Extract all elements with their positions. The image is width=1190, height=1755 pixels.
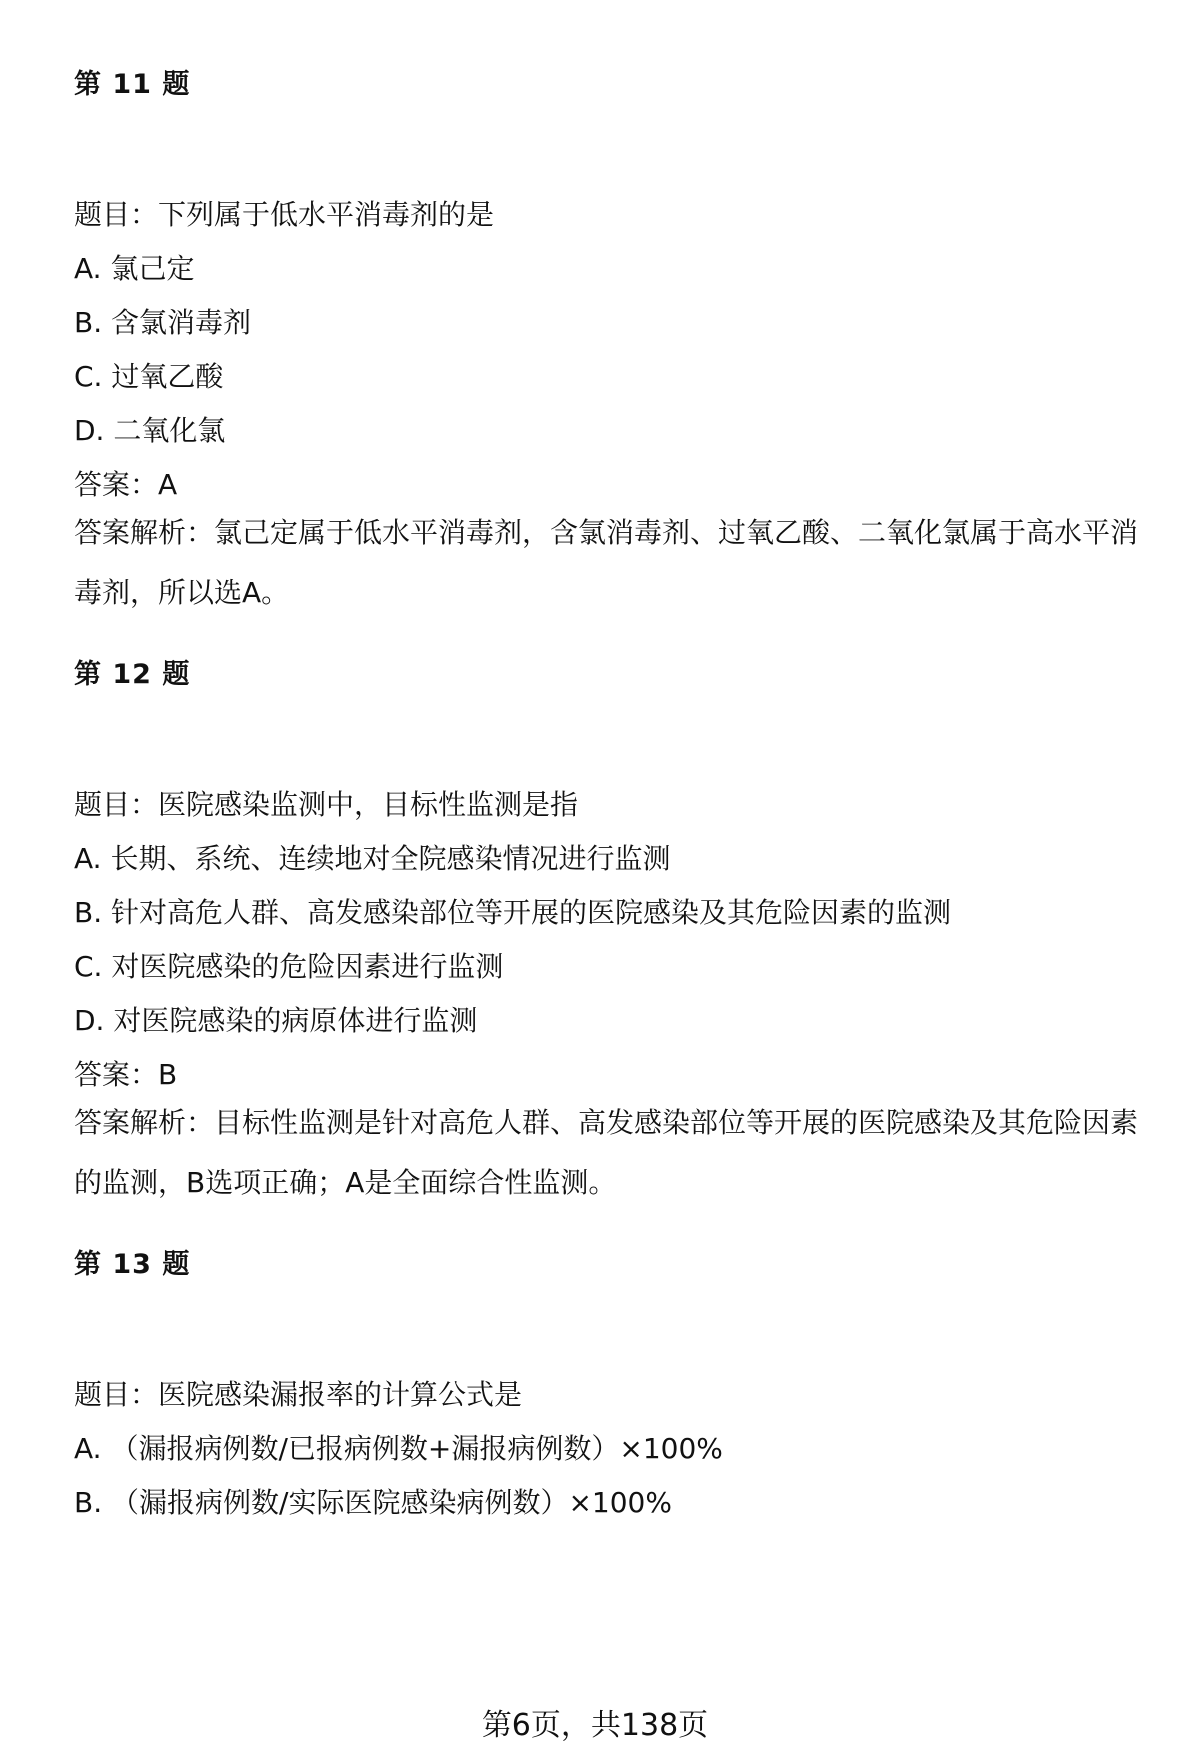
- question-12-option-b: B. 针对高危人群、高发感染部位等开展的医院感染及其危险因素的监测: [74, 896, 952, 929]
- question-11-option-d: D. 二氧化氯: [74, 414, 226, 447]
- question-12-explanation: 答案解析：目标性监测是针对高危人群、高发感染部位等开展的医院感染及其危险因素的监测，B选项正确；A是全面综合性监测。: [74, 1106, 1139, 1199]
- question-12-stem: 题目：医院感染监测中，目标性监测是指: [74, 788, 579, 821]
- question-11-stem: 题目：下列属于低水平消毒剂的是: [74, 198, 495, 231]
- question-11-explanation: 答案解析：氯己定属于低水平消毒剂，含氯消毒剂、过氧乙酸、二氧化氯属于高水平消毒剂，所以选A。: [74, 516, 1139, 609]
- question-13-header: 第 13 题: [74, 1249, 191, 1280]
- question-12-option-c: C. 对医院感染的危险因素进行监测: [74, 950, 504, 983]
- page-footer: 第6页，共138页: [481, 1708, 709, 1743]
- question-13-stem: 题目：医院感染漏报率的计算公式是: [74, 1378, 523, 1411]
- question-13-option-b: B. （漏报病例数/实际医院感染病例数）×100%: [74, 1486, 672, 1519]
- question-11-option-b: B. 含氯消毒剂: [74, 306, 252, 339]
- question-13-option-a: A. （漏报病例数/已报病例数+漏报病例数）×100%: [74, 1432, 723, 1465]
- question-12-answer: 答案：B: [74, 1058, 178, 1091]
- question-11-option-a: A. 氯己定: [74, 252, 195, 285]
- question-11-option-c: C. 过氧乙酸: [74, 360, 224, 393]
- question-11-answer: 答案：A: [74, 468, 178, 501]
- question-12-option-a: A. 长期、系统、连续地对全院感染情况进行监测: [74, 842, 671, 875]
- question-11-header: 第 11 题: [74, 69, 191, 100]
- question-12-header: 第 12 题: [74, 659, 191, 690]
- question-12-option-d: D. 对医院感染的病原体进行监测: [74, 1004, 478, 1037]
